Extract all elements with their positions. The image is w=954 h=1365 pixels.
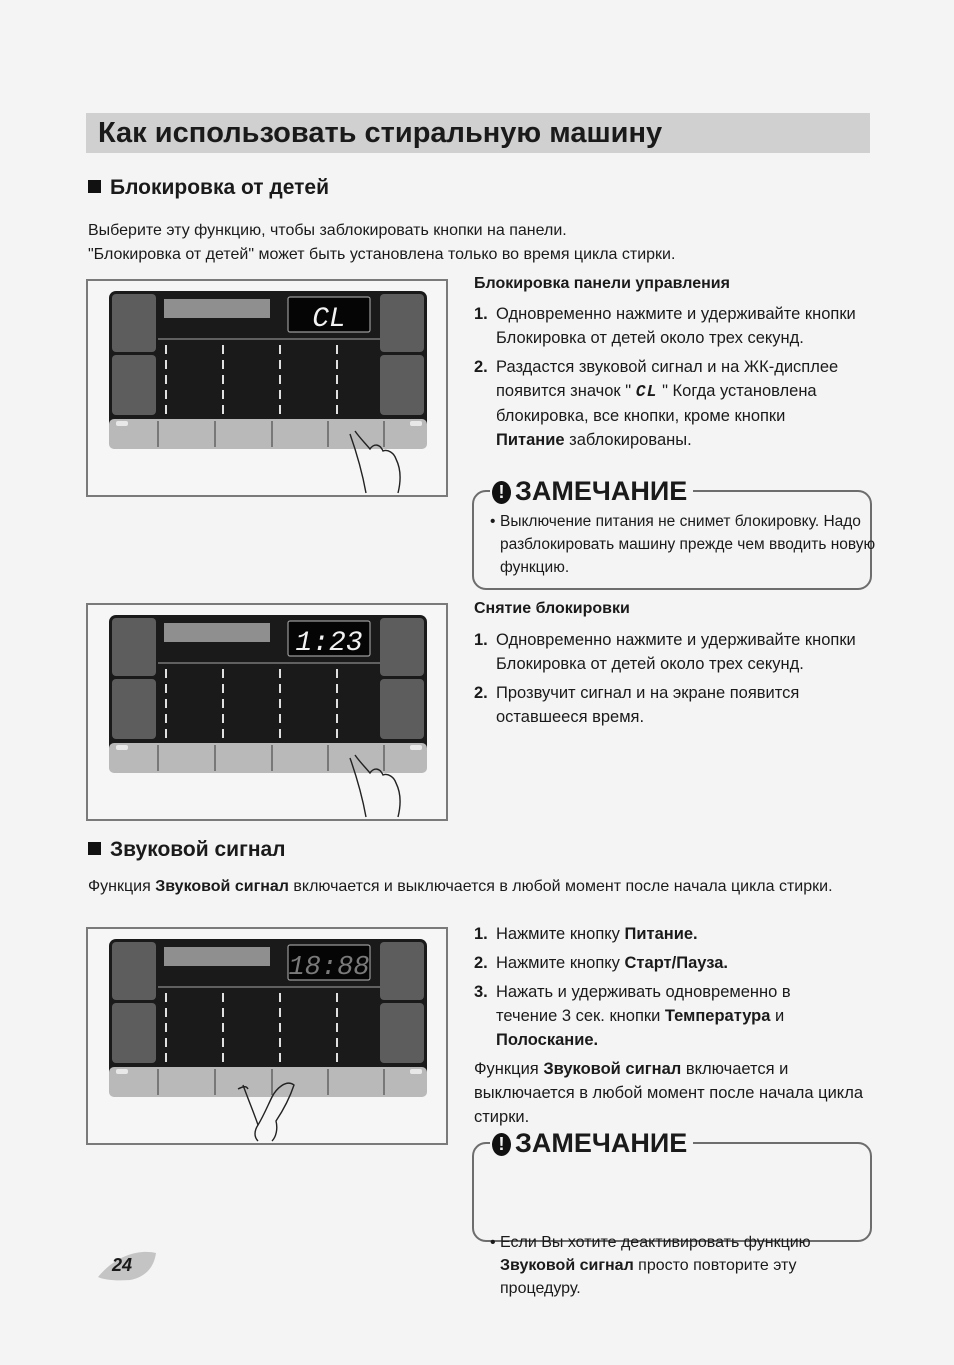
lcd-readout: 1:23 bbox=[295, 628, 363, 659]
section-heading-child-lock: Блокировка от детей bbox=[88, 176, 329, 200]
indicator-lamp bbox=[116, 421, 128, 426]
beep-step-1: 1. Нажмите кнопку Питание. bbox=[474, 925, 698, 943]
right-lower-button bbox=[380, 679, 424, 739]
indicator-lamp bbox=[410, 745, 422, 750]
program-label-area bbox=[164, 299, 270, 318]
intro-line: Выберите эту функцию, чтобы заблокировать кнопки на панели. bbox=[88, 222, 567, 239]
beep-summary: Функция Звуковой сигнал включается и выключается в любой момент после начала цикла стирки. bbox=[474, 1060, 863, 1126]
right-upper-button bbox=[380, 942, 424, 1000]
intro-line: "Блокировка от детей" может быть установлена только во время цикла стирки. bbox=[88, 245, 676, 263]
note-text-beep: • Если Вы хотите деактивировать функцию Звуковой сигнал просто повторите эту процедуру. bbox=[472, 1231, 878, 1300]
unlock-steps bbox=[474, 628, 856, 734]
right-lower-button bbox=[380, 355, 424, 415]
beep-intro: Функция Звуковой сигнал включается и выключается в любой момент после начала цикла стирки. bbox=[88, 878, 833, 895]
lcd-readout: CL bbox=[312, 304, 346, 335]
unlock-step-1: 1. Одновременно нажмите и удерживайте кнопки Блокировка от детей около трех секунд. bbox=[474, 631, 856, 673]
beep-steps bbox=[474, 922, 856, 1057]
panel-illustration-unlock bbox=[86, 603, 448, 821]
indicator-lamp bbox=[410, 421, 422, 426]
note-title-beep: ! ЗАМЕЧАНИЕ bbox=[490, 1128, 693, 1158]
child-lock-intro bbox=[88, 219, 868, 266]
left-upper-button bbox=[112, 618, 156, 676]
beep-step-2: 2. Нажмите кнопку Старт/Пауза. bbox=[474, 954, 728, 972]
control-panel-unlock bbox=[88, 605, 446, 819]
note-title-lock: ! ЗАМЕЧАНИЕ bbox=[490, 476, 693, 506]
bullet-dot: • bbox=[490, 513, 496, 530]
exclamation-icon: ! bbox=[492, 481, 511, 504]
indicator-lamp bbox=[116, 1069, 128, 1074]
panel-illustration-lock bbox=[86, 279, 448, 497]
title-bar bbox=[86, 113, 870, 153]
panel-button-strip bbox=[109, 743, 427, 773]
lock-step-1: 1. Одновременно нажмите и удерживайте кнопки Блокировка от детей около трех секунд. bbox=[474, 305, 856, 347]
bullet-dot: • bbox=[490, 1234, 496, 1251]
program-label-area bbox=[164, 623, 270, 642]
square-bullet-icon bbox=[88, 842, 101, 855]
left-lower-button bbox=[112, 679, 156, 739]
exclamation-icon: ! bbox=[492, 1133, 511, 1156]
unlock-subheading: Снятие блокировки bbox=[474, 600, 630, 617]
page-number: 24 bbox=[112, 1255, 133, 1275]
lock-step-2: 2. Раздастся звуковой сигнал и на ЖК-дисплее появится значок " CL " Когда установлена блокировка, все кнопки, кроме кнопки Питание заблокированы. bbox=[474, 358, 839, 449]
program-label-area bbox=[164, 947, 270, 966]
page-title: Как использовать стиральную машину bbox=[98, 117, 663, 149]
square-bullet-icon bbox=[88, 180, 101, 193]
indicator-lamp bbox=[410, 1069, 422, 1074]
panel-illustration-beep bbox=[86, 927, 448, 1145]
panel-button-strip bbox=[109, 1067, 427, 1097]
control-panel-lock bbox=[88, 281, 446, 495]
unlock-step-2: 2. Прозвучит сигнал и на экране появится оставшееся время. bbox=[474, 684, 800, 726]
left-upper-button bbox=[112, 294, 156, 352]
control-panel-beep bbox=[88, 929, 446, 1143]
lock-symbol-icon: CL bbox=[635, 382, 658, 401]
beep-step-3: 3. Нажать и удерживать одновременно в течение 3 сек. кнопки Температура и Полоскание. bbox=[474, 983, 791, 1049]
left-lower-button bbox=[112, 1003, 156, 1063]
lock-subheading: Блокировка панели управления bbox=[474, 275, 730, 292]
lock-steps bbox=[474, 302, 856, 457]
left-upper-button bbox=[112, 942, 156, 1000]
right-lower-button bbox=[380, 1003, 424, 1063]
right-upper-button bbox=[380, 294, 424, 352]
panel-button-strip bbox=[109, 419, 427, 449]
left-lower-button bbox=[112, 355, 156, 415]
right-upper-button bbox=[380, 618, 424, 676]
lcd-readout: 18:88 bbox=[288, 953, 370, 983]
section-heading-beep: Звуковой сигнал bbox=[88, 838, 286, 862]
note-text-lock: • Выключение питания не снимет блокировку. Надо разблокировать машину прежде чем вводить новую функцию. bbox=[472, 510, 878, 579]
indicator-lamp bbox=[116, 745, 128, 750]
